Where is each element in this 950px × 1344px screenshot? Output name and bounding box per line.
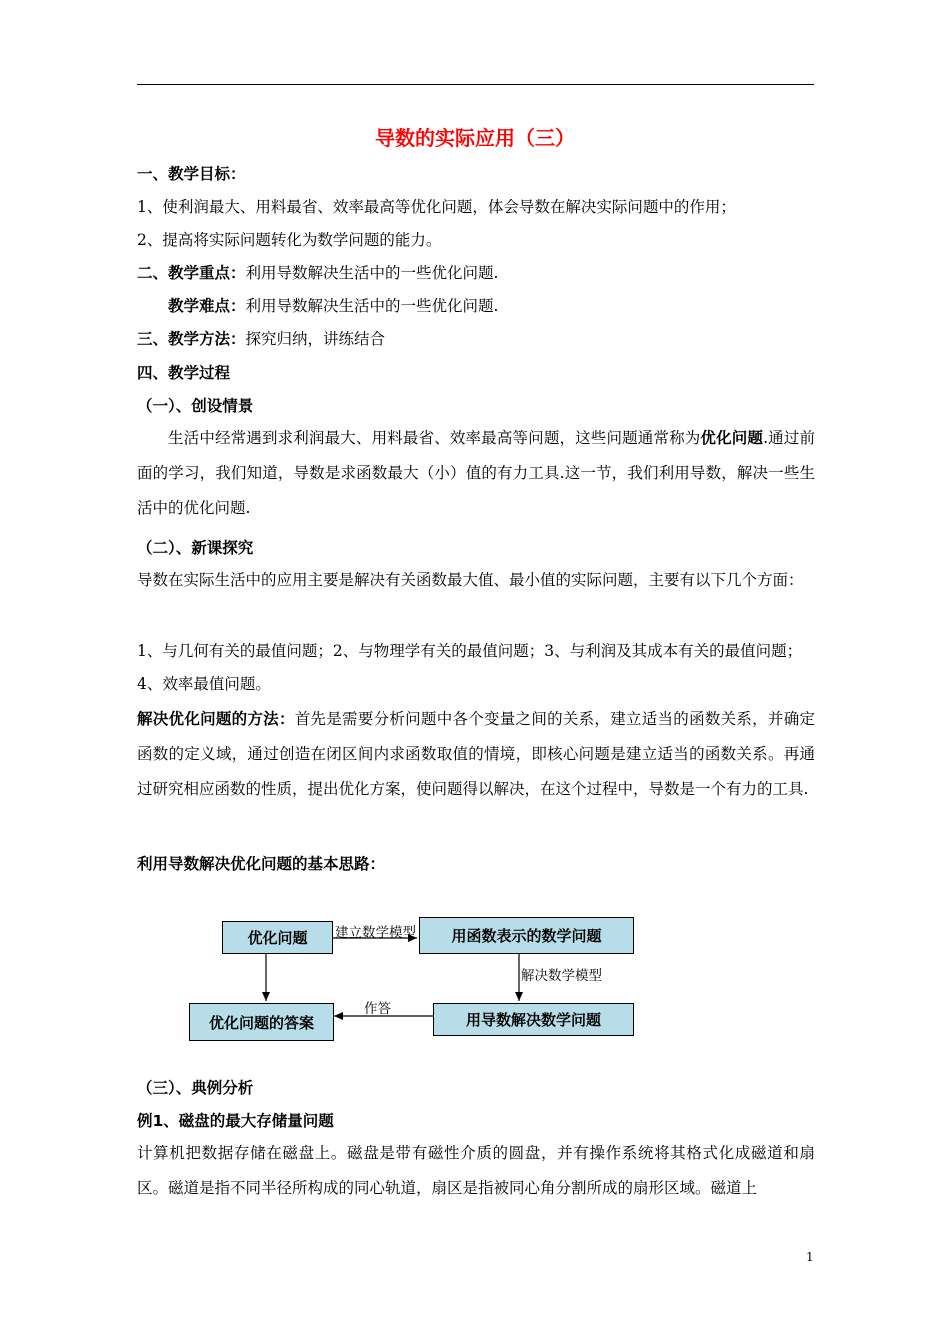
- key-point-text: 利用导数解决生活中的一些优化问题.: [245, 264, 499, 282]
- section2-paragraph: 导数在实际生活中的应用主要是解决有关函数最大值、最小值的实际问题，主要有以下几个方面：: [137, 571, 804, 589]
- section1-text-a: 生活中经常遇到求利润最大、用料最省、效率最高等问题，这些问题通常称为: [168, 429, 701, 447]
- example-paragraph: 计算机把数据存储在磁盘上。磁盘是带有磁性介质的圆盘，并有操作系统将其格式化成磁道和扇区。磁道是指不同半径所构成的同心轨道，扇区是指被同心角分割所成的扇形区域。磁道上: [137, 1144, 815, 1197]
- section2-heading: （二）、新课探究: [137, 539, 254, 557]
- flow-box-derivative-solve: 用导数解决数学问题: [433, 1003, 634, 1036]
- section2-list-line-2: 4、效率最值问题。: [137, 675, 271, 693]
- section3-heading: （三）、典例分析: [137, 1079, 254, 1097]
- process-heading: 四、教学过程: [137, 364, 231, 382]
- section2-list-line-1: 1、与几何有关的最值问题；2、与物理学有关的最值问题；3、与利润及其成本有关的最值问题；: [137, 642, 803, 660]
- difficult-point-text: 利用导数解决生活中的一些优化问题.: [245, 297, 499, 315]
- section1-heading: （一）、创设情景: [137, 397, 254, 415]
- objective-item-2: 2、提高将实际问题转化为数学问题的能力。: [137, 231, 442, 249]
- objectives-heading: 一、教学目标：: [137, 165, 246, 183]
- flow-box-math-problem: 用函数表示的数学问题: [419, 917, 634, 954]
- basic-idea-heading: 利用导数解决优化问题的基本思路：: [137, 855, 386, 873]
- section1-text-b: .通过前面的学习，我们知道，导数是求函数最大（小）值的有力工具.这一节，我们利用导数，解决一些生活中的优化问题.: [137, 429, 815, 517]
- example-title: 例1、磁盘的最大存储量问题: [137, 1112, 334, 1130]
- page-title: 导数的实际应用（三）: [375, 126, 575, 150]
- flow-box-optimization: 优化问题: [222, 921, 333, 954]
- method-label: 三、教学方法：: [137, 330, 246, 348]
- page-number: 1: [806, 1250, 814, 1264]
- section1-bold-term: 优化问题: [700, 429, 764, 447]
- solving-method-text: 首先是需要分析问题中各个变量之间的关系，建立适当的函数关系，并确定函数的定义域，通过创造在闭区间内求函数取值的情境，即核心问题是建立适当的函数关系。再通过研究相应函数的性质，提出优化方案，使问题得以解决，在这个过程中，导数是一个有力的工具.: [137, 710, 815, 798]
- flow-box-answer: 优化问题的答案: [189, 1003, 334, 1041]
- flow-label-answer: 作答: [364, 1001, 391, 1017]
- key-point-label: 二、教学重点：: [137, 264, 246, 282]
- objective-item-1: 1、使利润最大、用料最省、效率最高等优化问题，体会导数在解决实际问题中的作用；: [137, 198, 736, 216]
- difficult-point-label: 教学难点：: [168, 297, 246, 315]
- flow-label-solve-model: 解决数学模型: [521, 968, 602, 984]
- flow-label-build-model: 建立数学模型: [335, 925, 416, 941]
- method-text: 探究归纳，讲练结合: [245, 330, 386, 348]
- solving-method-label: 解决优化问题的方法：: [137, 710, 295, 728]
